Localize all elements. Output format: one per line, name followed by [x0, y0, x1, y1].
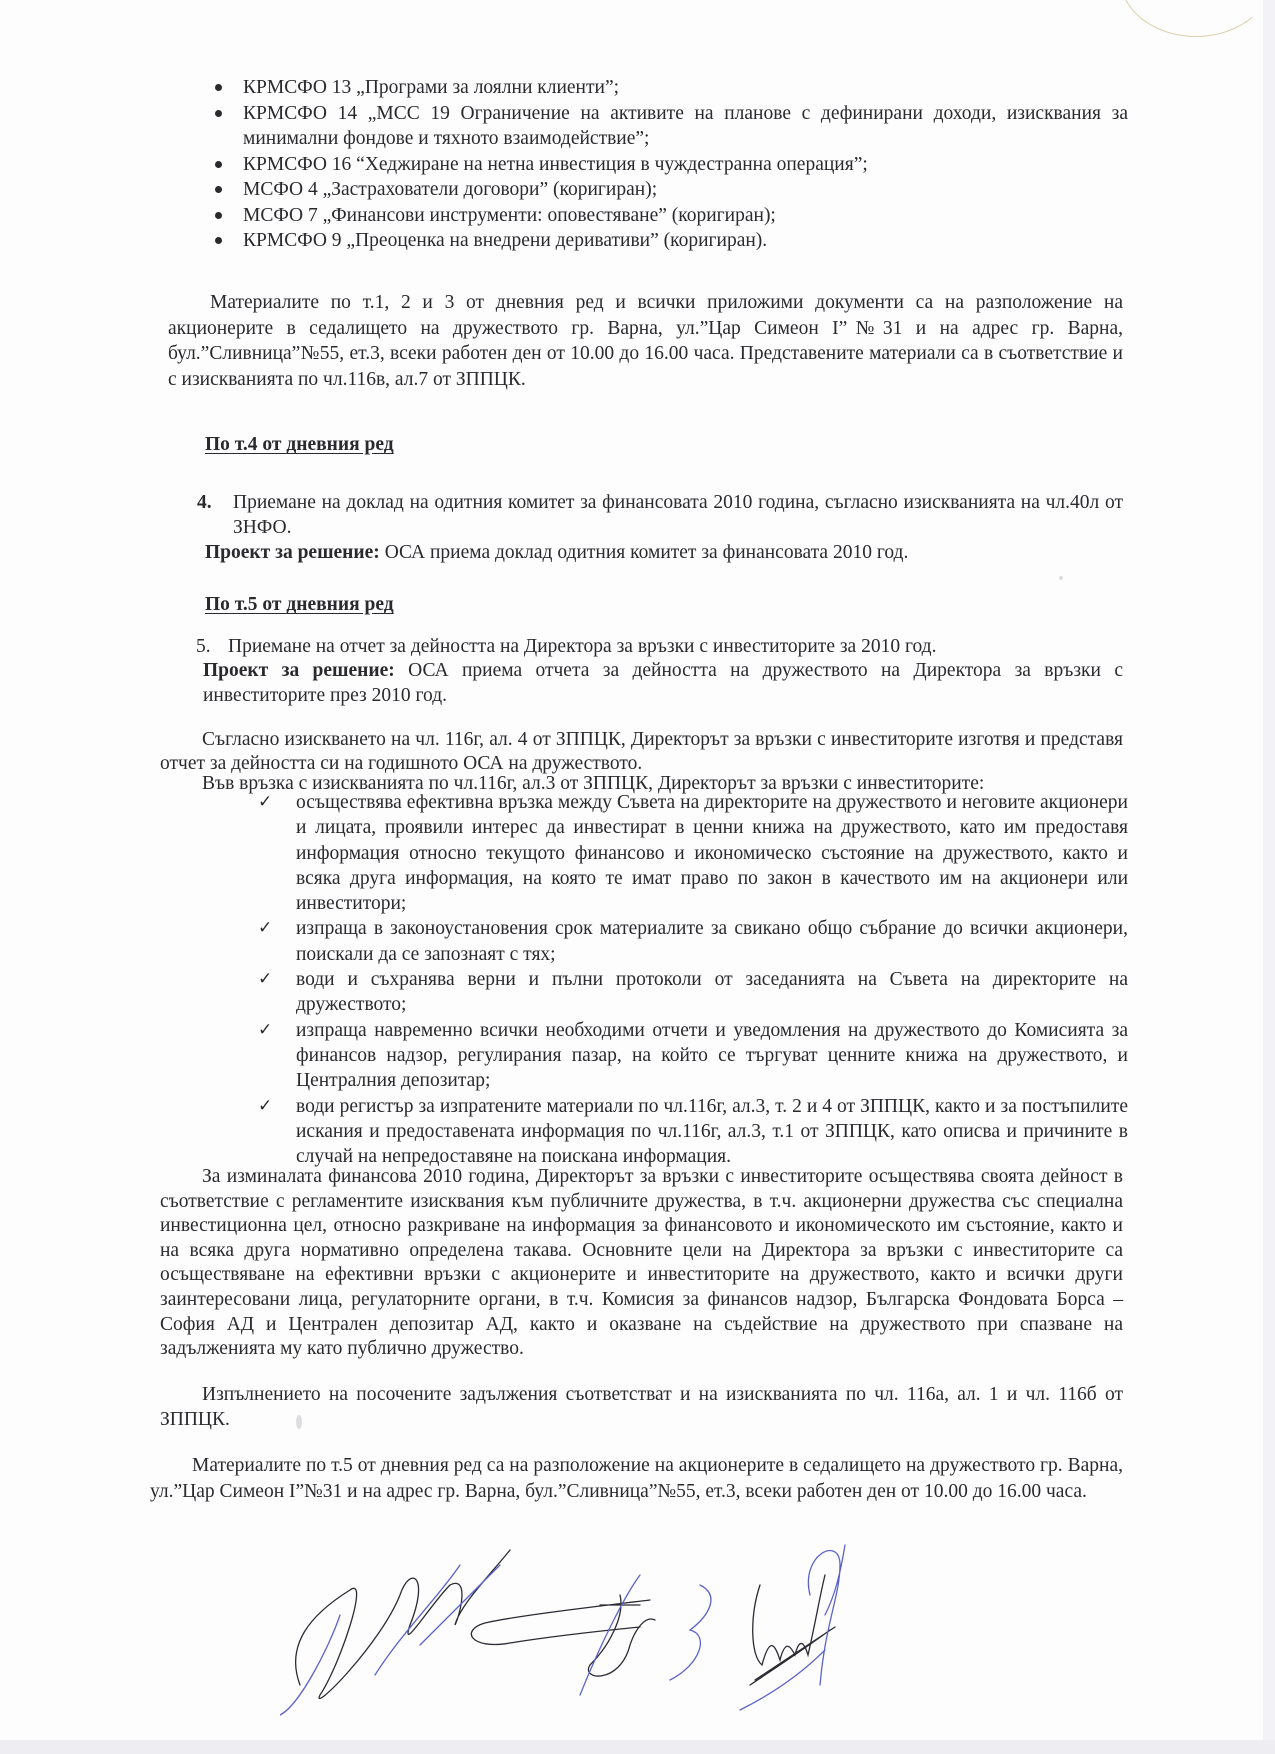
checkmark-icon: ✓: [258, 969, 273, 990]
bullet-item: МСФО 4 „Застрахователи договори” (коригиран);: [213, 177, 1128, 203]
page-edge-right: [1263, 0, 1275, 1754]
decision-text: ОСА приема доклад одитния комитет за финансовата 2010 год.: [379, 542, 909, 563]
section-4-decision: [205, 540, 908, 565]
signature-3: [740, 1545, 845, 1710]
decision-label: Проект за решение:: [203, 660, 395, 681]
bullet-item: КРМСФО 9 „Преоценка на внедрени деривативи” (коригиран).: [213, 228, 1128, 254]
bullet-dot-icon: [215, 237, 222, 244]
scan-corner-mark: [1120, 0, 1272, 37]
checkmark-icon: ✓: [258, 918, 273, 939]
checkmark-icon: ✓: [258, 792, 273, 812]
bullet-dot-icon: [215, 161, 222, 168]
checkmark-icon: ✓: [258, 1019, 273, 1040]
bullet-dot-icon: [215, 212, 222, 219]
bullet-dot-icon: [215, 110, 222, 117]
checklist-item: ✓ води и съхранява верни и пълни протоколи от заседанията на Съвета на директорите на дружеството;: [258, 969, 1128, 1016]
bullet-item: МСФО 7 „Финансови инструменти: оповестяване” (коригиран);: [213, 203, 1128, 229]
paragraph-2010-activity: За изминалата финансова 2010 година, Директорът за връзки с инвеститорите осъществява своята дейност в съответствие с регламентите изисквания към публичните дружества, в т.ч. акционерни дружества със специална инвестиционна цел, относно разкриване на информация за финансовото и икономическото им състояние, както и на всяка друга нормативно определена такава. Основните цели на Директора за връзки с инвеститорите са осъществяване на ефективни връзки с акционерите и инвеститорите на дружеството, както и всички други заинтересовани лица, регулаторните органи, в т.ч. Комисия за финансов надзор, Българска Фондовата Борса – София АД и Централен депозитар АД, както и оказване на съдействие на дружеството при спазване на задълженията му като публично дружество.: [160, 1166, 1123, 1360]
bullet-item: КРМСФО 14 „МСС 19 Ограничение на активите на планове с дефинирани доходи, изисквания за минимални фондове и тяхното взаимодействие”;: [213, 101, 1128, 152]
section-5-heading: По т.5 от дневния ред: [205, 594, 394, 615]
bullet-dot-icon: [215, 84, 222, 91]
checklist-item: ✓ осъществява ефективна връзка между Съвета на директорите на дружеството и неговите акционери и лицата, проявили интерес да инвестират в ценни книжа на дружеството, като им предоставя информация относно текущото финансово и икономическо състояние на дружеството, както и всяка друга информация, на която те имат право по закон в качеството им на акционери или инвеститори;: [258, 792, 1128, 915]
paragraph-116g-al3-intro: Във връзка с изискванията по чл.116г, ал.3 от ЗППЦК, Директорът за връзки с инвеститорите:: [202, 773, 985, 794]
paragraph-116g-al4: Съгласно изискването на чл. 116г, ал. 4 от ЗППЦК, Директорът за връзки с инвеститорите изготвя и представя отчет за дейността си на годишното ОСА на дружеството.: [160, 729, 1123, 774]
standards-bullet-list: [213, 75, 1128, 254]
agenda-item-5-number: 5.: [196, 636, 211, 657]
checklist-item: ✓ изпраща навременно всички необходими отчети и уведомления на дружеството до Комисията за финансов надзор, регулирания пазар, на който се търгуват ценните книжа на дружеството, и Централния депозитар;: [258, 1019, 1128, 1092]
checkmark-icon: ✓: [258, 1095, 273, 1116]
agenda-item-4: [197, 490, 1123, 540]
section-4-heading: По т.4 от дневния ред: [205, 434, 394, 455]
decision-text: ОСА приема отчета за дейността на дружеството на Директора за връзки с инвеститорите през 2010 год.: [203, 660, 1123, 706]
materials-item5-paragraph: Материалите по т.5 от дневния ред са на разположение на акционерите в седалището на дружеството гр. Варна, ул.”Цар Симеон I”№31 и на адрес гр. Варна, бул.”Сливница”№55, ет.3, всеки работен ден от 10.00 до 16.00 часа.: [150, 1455, 1123, 1502]
paragraph-compliance: Изпълнението на посочените задължения съответстват и на изискванията по чл. 116а, ал. 1 и чл. 116б от ЗППЦК.: [160, 1384, 1123, 1430]
agenda-item-4-text: Приемане на доклад на одитния комитет за финансовата 2010 година, съгласно изискванията на чл.40л от ЗНФО.: [233, 492, 1123, 538]
signature-1: [280, 1550, 510, 1715]
bullet-item: КРМСФО 13 „Програми за лоялни клиенти”;: [213, 75, 1128, 101]
agenda-item-4-number: 4.: [197, 492, 212, 513]
agenda-item-5: [196, 634, 1123, 659]
materials-paragraph: Материалите по т.1, 2 и 3 от дневния ред и всички приложими документи са на разположение на акционерите в седалището на дружеството гр. Варна, ул.”Цар Симеон I”№31 и на адрес гр. Варна, бул.”Сливница”№55, ет.3, всеки работен ден от 10.00 до 16.00 часа. Представените материали са в съответствие и с изискванията по чл.116в, ал.7 от ЗППЦК.: [168, 292, 1123, 390]
page-edge-bottom: [0, 1740, 1275, 1754]
scan-smudge: [296, 1415, 302, 1429]
signatures: [280, 1535, 920, 1735]
decision-label: Проект за решение:: [205, 542, 380, 563]
scan-speck: [1059, 576, 1063, 580]
signature-2: [471, 1575, 711, 1695]
checklist-item: ✓ води регистър за изпратените материали по чл.116г, ал.3, т. 2 и 4 от ЗППЦК, както и за постъпилите искания и предоставената информация по чл.116г, ал.3, т.1 от ЗППЦК, като описва и причините в случай на непредоставяне на поискана информация.: [258, 1095, 1128, 1168]
duties-checklist: [258, 790, 1128, 1169]
bullet-dot-icon: [215, 186, 222, 193]
section-5-decision: [203, 658, 1123, 708]
checklist-item: ✓ изпраща в законоустановения срок материалите за свикано общо събрание до всички акционери, поискали да се запознаят с тях;: [258, 918, 1128, 965]
bullet-item: КРМСФО 16 “Хеджиране на нетна инвестиция в чуждестранна операция”;: [213, 152, 1128, 178]
agenda-item-5-text: Приемане на отчет за дейността на Директора за връзки с инвеститорите за 2010 год.: [228, 636, 937, 657]
